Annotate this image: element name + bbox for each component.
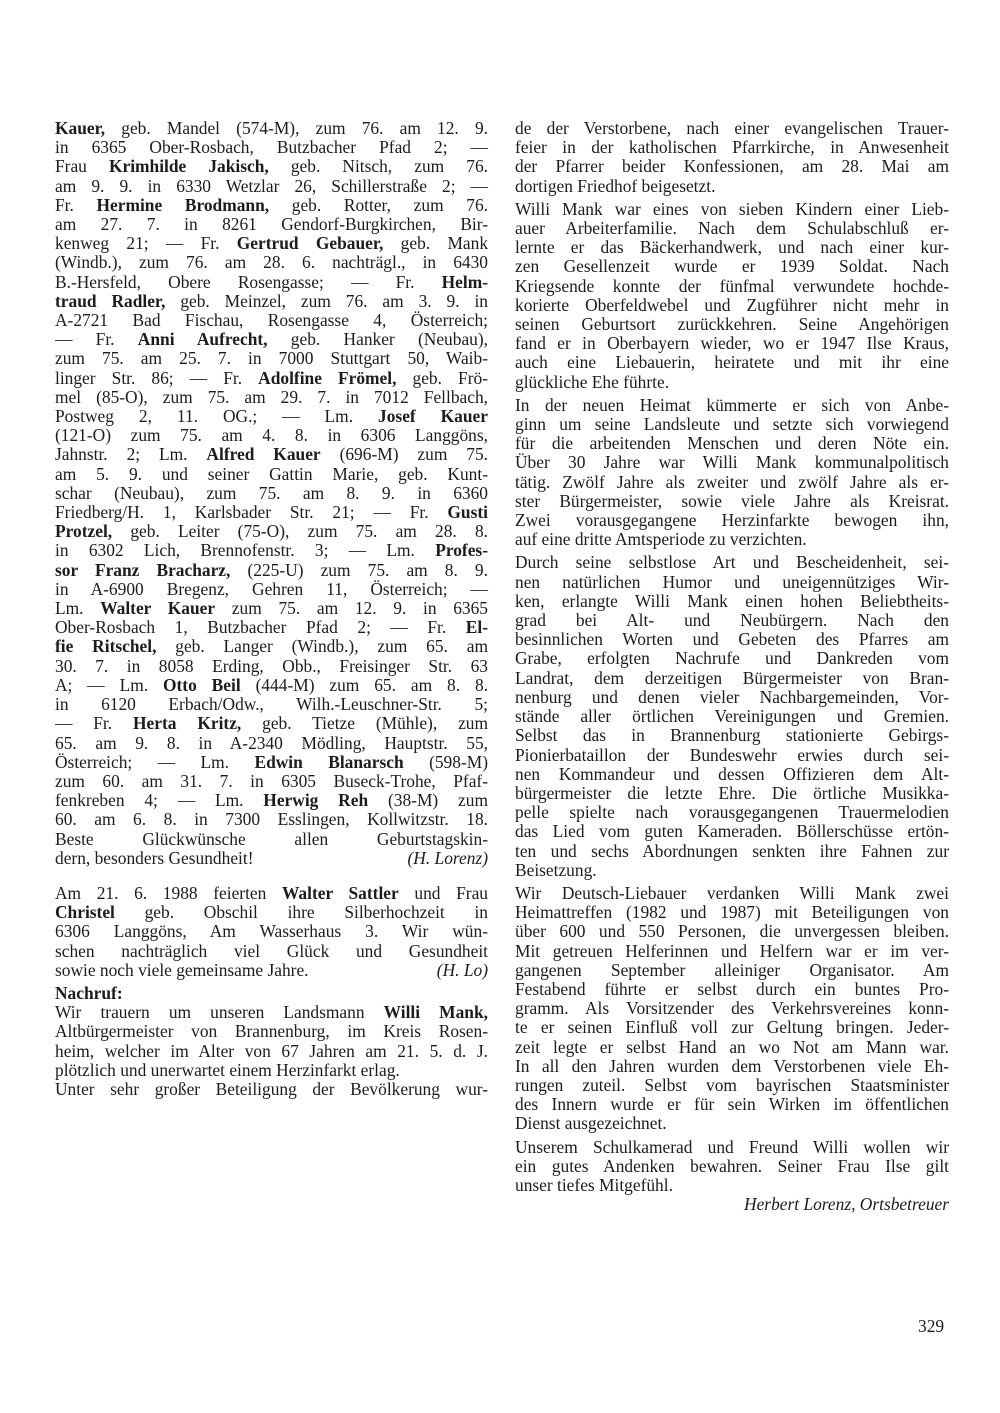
text-line	[55, 753, 488, 772]
obituary-paragraph	[515, 119, 949, 196]
text-run: Am 21. 6. 1988 feierten	[55, 882, 282, 903]
text-line	[55, 445, 488, 464]
text-line	[55, 234, 488, 253]
name-highlight: Christel	[55, 902, 115, 923]
text-run: zum 75. am 12. 9. in 6365	[215, 598, 488, 619]
text-run: Beste Glückwünsche allen Geburtstagskin-	[55, 828, 488, 849]
text-run: 60. am 6. 8. in 7300 Esslingen, Kollwitzstr. 18.	[55, 809, 488, 830]
text-line: Dienst ausgezeichnet.	[515, 1113, 667, 1134]
text-run: geb. Obschil ihre Silberhochzeit in	[114, 902, 488, 923]
text-line: ein gutes Andenken bewahren. Seiner Frau Ilse gilt	[515, 1155, 949, 1176]
text-run: am 5. 9. und seiner Gattin Marie, geb. Kunt-	[55, 463, 488, 484]
text-line	[55, 465, 488, 484]
obituary-paragraph	[515, 200, 949, 392]
text-run: (38-M) zum	[368, 790, 488, 811]
text-run: Friedberg/H. 1, Karlsbader Str. 21; — Fr.	[55, 502, 448, 523]
text-run: Wir trauern um unseren Landsmann	[55, 1002, 384, 1023]
right-column	[515, 119, 949, 1214]
text-run: Postweg 2, 11. OG.; — Lm.	[55, 406, 379, 427]
text-line	[55, 292, 488, 311]
text-run: am 27. 7. in 8261 Gendorf-Burgkirchen, Bir-	[55, 214, 488, 235]
text-run: mel (85-O), zum 75. am 29. 7. in 7012 Fellbach,	[55, 386, 488, 407]
text-run: Ober-Rosbach 1, Butzbacher Pfad 2; — Fr.	[55, 617, 466, 638]
text-run: geb. Leiter (75-O), zum 75. am 28. 8.	[112, 521, 488, 542]
text-line: feier in der katholischen Pfarrkirche, in Anwesenheit	[515, 137, 949, 158]
text-line: das Lied vom guten Kameraden. Böllerschüsse ertön-	[515, 821, 949, 842]
text-line: Heimattreffen (1982 und 1987) mit Beteiligungen von	[515, 902, 949, 923]
text-line	[55, 138, 488, 157]
text-line: glückliche Ehe führte.	[515, 371, 670, 392]
name-highlight: Alfred Kauer	[206, 444, 321, 465]
obituary-heading: Nachruf:	[55, 982, 123, 1003]
text-line	[55, 541, 488, 560]
name-highlight: Adolfine Frömel,	[258, 367, 397, 388]
left-column	[55, 119, 488, 1099]
text-line: zen Gesellenzeit wurde er 1939 Soldat. Nach	[515, 256, 949, 277]
text-line	[55, 407, 488, 426]
text-line: ster Bürgermeister, sowie viele Jahre als Kreisrat.	[515, 490, 949, 511]
obituary-paragraph	[515, 884, 949, 1134]
text-line: des Innern wurde er für sein Wirken im öffentlichen	[515, 1094, 949, 1115]
text-line	[55, 1003, 488, 1022]
text-run: am 9. 9. in 6330 Wetzlar 26, Schillerstraße 2; —	[55, 175, 488, 196]
text-line	[55, 637, 488, 656]
text-line: lernte er das Bäckerhandwerk, und nach einer kur-	[515, 237, 949, 258]
text-line: gangenen September alleiniger Organisator. Am	[515, 959, 949, 980]
text-line: auf eine dritte Amtsperiode zu verzichten.	[515, 529, 807, 550]
text-run: linger Str. 86; — Fr.	[55, 367, 259, 388]
obituary-paragraph	[515, 396, 949, 550]
text-run: geb. Hanker (Neubau),	[267, 329, 489, 350]
name-highlight: Gertrud Gebauer,	[236, 233, 384, 254]
text-run: Jahnstr. 2; Lm.	[55, 444, 207, 465]
text-run: schar (Neubau), zum 75. am 8. 9. in 6360	[55, 482, 488, 503]
text-line: Selbst das in Brannenburg stationierte Gebirgs-	[515, 725, 949, 746]
text-line	[55, 942, 488, 961]
text-run: 30. 7. in 8058 Erding, Obb., Freisinger Str. 63	[55, 655, 488, 676]
text-line: Festabend führte er selbst durch ein buntes Pro-	[515, 978, 949, 999]
text-line: nenburg und denen vieler Nachbargemeinden, Vor-	[515, 686, 949, 707]
text-run: in A-6900 Bregenz, Gehren 11, Österreich; —	[55, 578, 488, 599]
text-run: Lm.	[55, 598, 101, 619]
text-run: A-2721 Bad Fischau, Rosengasse 4, Österreich;	[55, 310, 488, 331]
name-highlight: Profes-	[435, 540, 488, 561]
text-line	[55, 484, 488, 503]
text-line	[55, 657, 488, 676]
text-line: gramm. Als Vorsitzender des Verkehrsvereines konn-	[515, 998, 949, 1019]
closing-line	[55, 849, 488, 868]
text-line: auer Arbeiterfamilie. Nach dem Schulabschluß er-	[515, 218, 949, 239]
text-run: (444-M) zum 65. am 8. 8.	[240, 674, 488, 695]
text-line: ten und sechs Abordnungen senkten ihre Fahnen zur	[515, 840, 949, 861]
text-run: heim, welcher im Alter von 67 Jahren am 21. 5. d. J.	[55, 1040, 488, 1061]
text-run: und Frau	[398, 882, 488, 903]
text-run: (696-M) zum 75.	[320, 444, 488, 465]
text-line	[55, 119, 488, 138]
text-line	[55, 676, 488, 695]
text-line	[55, 388, 488, 407]
text-line: Pionierbataillon der Bundeswehr erwies durch sei-	[515, 744, 949, 765]
text-line: te er seinen Einfluß voll zur Geltung bringen. Jeder-	[515, 1017, 949, 1038]
text-line	[55, 369, 488, 388]
name-highlight: Hermine Brodmann,	[96, 194, 270, 215]
name-highlight: Walter Kauer	[100, 598, 216, 619]
text-line: seinen Geburtsort zurückkehren. Seine Angehörigen	[515, 314, 949, 335]
text-line: der Pfarrer beider Konfessionen, am 28. Mai am	[515, 156, 949, 177]
text-run: (225-U) zum 75. am 8. 9.	[230, 559, 488, 580]
text-line	[55, 695, 488, 714]
text-line: Mit getreuen Helferinnen und Helfern war er im ver-	[515, 940, 949, 961]
text-run: (121-O) zum 75. am 4. 8. in 6306 Langgöns,	[55, 425, 488, 446]
name-highlight: Protzel,	[55, 521, 113, 542]
text-line	[55, 273, 488, 292]
text-run: Unter sehr großer Beteiligung der Bevölkerung wur-	[55, 1078, 488, 1099]
text-line	[55, 561, 488, 580]
text-line	[55, 830, 488, 849]
text-line: In der neuen Heimat kümmerte er sich von Anbe-	[515, 394, 949, 415]
text-line: zeit legte er selbst Hand an wo Not am Mann war.	[515, 1036, 949, 1057]
name-highlight: Helm-	[441, 271, 488, 292]
text-line: Über 30 Jahre war Willi Mank kommunalpolitisch	[515, 452, 949, 473]
text-line: pelle spielte nach vorausgegangenen Trauermelodien	[515, 802, 949, 823]
name-highlight: Edwin Blanarsch	[254, 751, 404, 772]
closing-text: dern, besonders Gesundheit!	[55, 847, 254, 868]
text-line: bürgermeister die letzte Ehre. Die örtliche Musikka-	[515, 782, 949, 803]
text-run: geb. Nitsch, zum 76.	[268, 156, 488, 177]
text-line	[55, 599, 488, 618]
text-line: nen natürlichen Humor und uneigennütziges Wir-	[515, 571, 949, 592]
text-run: geb. Mank	[383, 233, 489, 254]
text-line	[55, 714, 488, 733]
text-run: schen nachträglich viel Glück und Gesundheit	[55, 940, 488, 961]
name-highlight: Willi Mank,	[383, 1002, 488, 1023]
text-line	[55, 884, 488, 903]
text-line: Wir Deutsch-Liebauer verdanken Willi Mank zwei	[515, 882, 949, 903]
name-highlight: El-	[465, 617, 488, 638]
text-run: geb. Langer (Windb.), zum 65. am	[156, 636, 488, 657]
text-line: auch eine Liebauerin, heiratete und mit ihr eine	[515, 352, 949, 373]
text-line: tätig. Zwölf Jahre als zweiter und zwölf Jahre als er-	[515, 471, 949, 492]
name-highlight: Herta Kritz,	[133, 713, 242, 734]
page-number: 329	[918, 1316, 945, 1336]
author-signature: Herbert Lorenz, Ortsbetreuer	[744, 1194, 949, 1215]
text-run: (598-M)	[403, 751, 488, 772]
text-line	[55, 196, 488, 215]
text-line	[55, 426, 488, 445]
text-run: in 6120 Erbach/Odw., Wilh.-Leuschner-Str. 5;	[55, 694, 488, 715]
text-line: Beisetzung.	[515, 859, 597, 880]
text-line	[55, 903, 488, 922]
text-line: rungen zuteil. Selbst vom bayrischen Staatsminister	[515, 1074, 949, 1095]
name-highlight: Walter Sattler	[281, 882, 399, 903]
text-line: Zwei vorausgegangene Herzinfarkte bewogen ihn,	[515, 510, 949, 531]
text-line: Willi Mank war eines von sieben Kindern einer Lieb-	[515, 198, 949, 219]
text-line	[55, 522, 488, 541]
text-line	[55, 1061, 488, 1080]
text-line	[55, 157, 488, 176]
text-line: über 600 und 550 Personen, die unvergessen bleiben.	[515, 921, 949, 942]
text-run: geb. Tietze (Mühle), zum	[241, 713, 489, 734]
text-line	[55, 580, 488, 599]
text-line	[55, 1042, 488, 1061]
text-line: Unserem Schulkamerad und Freund Willi wollen wir	[515, 1136, 949, 1157]
name-highlight: Krimhilde Jakisch,	[108, 156, 269, 177]
name-highlight: traud Radler,	[55, 290, 166, 311]
name-highlight: Otto Beil	[162, 674, 241, 695]
name-highlight: Gusti	[447, 502, 488, 523]
text-run: geb. Rotter, zum 76.	[269, 194, 488, 215]
text-run: Österreich; — Lm.	[55, 751, 255, 772]
obituary-paragraph	[515, 1138, 949, 1196]
text-line: Kriegsende konnte der fünfmal verwundete hochde-	[515, 275, 949, 296]
text-line	[55, 1080, 488, 1099]
text-line	[55, 734, 488, 753]
text-line	[55, 311, 488, 330]
closing-text: sowie noch viele gemeinsame Jahre.	[55, 959, 309, 980]
text-line	[55, 503, 488, 522]
text-line: korierte Oberfeldwebel und Zugführer nicht mehr in	[515, 294, 949, 315]
text-line: ken, erlangte Willi Mank einen hohen Beliebtheits-	[515, 590, 949, 611]
text-run: zum 60. am 31. 7. in 6305 Buseck-Trohe, Pfaf-	[55, 770, 488, 791]
text-line	[55, 215, 488, 234]
text-run: zum 75. am 25. 7. in 7000 Stuttgart 50, Waib-	[55, 348, 488, 369]
text-line	[55, 922, 488, 941]
text-run: Fr.	[55, 194, 97, 215]
text-line	[55, 618, 488, 637]
name-highlight: sor Franz Bracharz,	[55, 559, 231, 580]
text-run: — Fr.	[55, 713, 133, 734]
text-run: B.-Hersfeld, Obere Rosengasse; — Fr.	[55, 271, 442, 292]
text-run: geb. Frö-	[396, 367, 488, 388]
name-highlight: Kauer,	[55, 118, 106, 138]
text-line: Grabe, erfolgten Nachrufe und Dankreden vom	[515, 648, 949, 669]
text-line: ginn um seine Landsleute und setzte sich vorwiegend	[515, 414, 949, 435]
text-line: In all den Jahren wurden dem Verstorbenen viele Eh-	[515, 1055, 949, 1076]
text-run: geb. Mandel (574-M), zum 76. am 12. 9.	[105, 118, 488, 138]
text-line: de der Verstorbene, nach einer evangelischen Trauer-	[515, 118, 949, 138]
text-run: 65. am 9. 8. in A-2340 Mödling, Hauptstr. 55,	[55, 732, 488, 753]
text-line	[55, 349, 488, 368]
author-initials: (H. Lorenz)	[407, 847, 488, 868]
birthday-greetings	[55, 119, 488, 868]
text-run: Altbürgermeister von Brannenburg, im Kreis Rosen-	[55, 1021, 488, 1042]
name-highlight: Anni Aufrecht,	[137, 329, 268, 350]
text-line: grad bei Alt- und Neubürgern. Nach den	[515, 610, 949, 631]
text-line: stände aller örtlichen Vereinigungen und Gremien.	[515, 706, 949, 727]
text-line: besinnlichen Worten und Gebeten des Pfarres am	[515, 629, 949, 650]
text-run: in 6302 Lich, Brennofenstr. 3; — Lm.	[55, 540, 436, 561]
text-line	[55, 330, 488, 349]
text-line	[55, 810, 488, 829]
silver-wedding-notice	[55, 884, 488, 980]
text-run: — Fr.	[55, 329, 138, 350]
text-line	[55, 253, 488, 272]
text-run: A; — Lm.	[55, 674, 163, 695]
name-highlight: Herwig Reh	[263, 790, 369, 811]
closing-line	[55, 961, 488, 980]
name-highlight: Josef Kauer	[378, 406, 488, 427]
text-line: dortigen Friedhof beigesetzt.	[515, 175, 716, 196]
text-run: (Windb.), zum 76. am 28. 6. nachträgl., in 6430	[55, 252, 488, 273]
obituary-paragraph	[515, 553, 949, 879]
text-line	[55, 791, 488, 810]
author-initials: (H. Lo)	[436, 959, 488, 980]
name-highlight: fie Ritschel,	[55, 636, 157, 657]
text-run: 6306 Langgöns, Am Wasserhaus 3. Wir wün-	[55, 921, 488, 942]
text-line: nen Kommandeur und dessen Offizieren dem Alt-	[515, 763, 949, 784]
text-run: in 6365 Ober-Rosbach, Butzbacher Pfad 2; —	[55, 137, 488, 158]
text-line	[55, 772, 488, 791]
text-line	[55, 177, 488, 196]
text-line	[55, 1022, 488, 1041]
text-run: fenkreben 4; — Lm.	[55, 790, 264, 811]
obituary-intro	[55, 1003, 488, 1099]
text-run: plötzlich und unerwartet einem Herzinfarkt erlag.	[55, 1059, 400, 1080]
text-line: Durch seine selbstlose Art und Bescheidenheit, sei-	[515, 552, 949, 573]
text-run: geb. Meinzel, zum 76. am 3. 9. in	[165, 290, 488, 311]
text-line: unser tiefes Mitgefühl.	[515, 1174, 673, 1195]
text-line: Landrat, dem derzeitigen Bürgermeister von Bran-	[515, 667, 949, 688]
section-gap	[55, 868, 488, 884]
text-line: fand er in Oberbayern wieder, wo er 1947 Ilse Kraus,	[515, 333, 949, 354]
text-run: Frau	[55, 156, 109, 177]
text-line: für die arbeitenden Menschen und deren Nöte ein.	[515, 433, 949, 454]
text-run: kenweg 21; — Fr.	[55, 233, 237, 254]
